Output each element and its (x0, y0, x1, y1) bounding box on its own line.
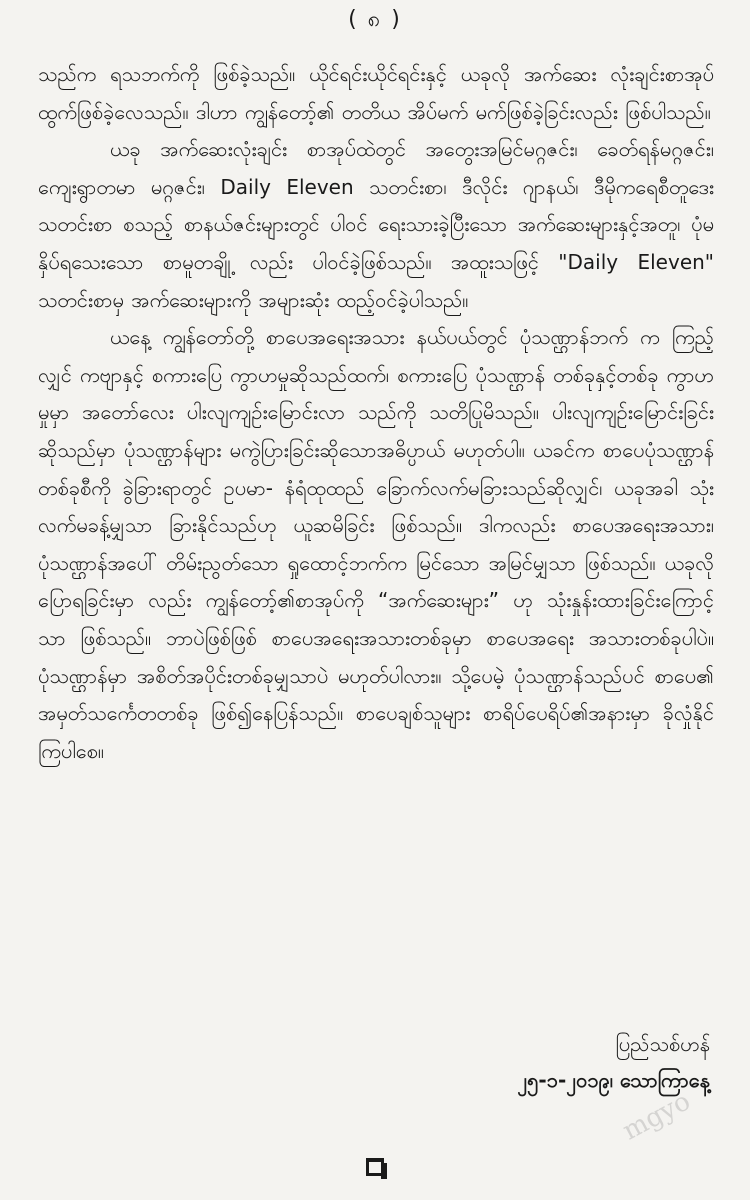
author-name: ပြည်သစ်ဟန် (615, 1032, 710, 1056)
paragraph-2: ယခု အက်ဆေးလုံးချင်း စာအုပ်ထဲတွင် အတွေးအမြင်မဂ္ဂဇင်း၊ ခေတ်ရန်မဂ္ဂဇင်း၊ ကျေးရွာတမာ မဂ္ဂဇင်း၊ Daily Eleven သတင်းစာ၊ ဒီလိုင်း ဂျာနယ်၊ ဒီမိုကရေစီတူဒေးသတင်းစာ စသည့် စာနယ်ဇင်းများတွင် ပါဝင် ရေးသားခဲ့ပြီးသော အက်ဆေးများနှင့်အတူ၊ ပုံမနှိပ်ရသေးသော စာမူတချို့ လည်း ပါဝင်ခဲ့ဖြစ်သည်။ အထူးသဖြင့် "Daily Eleven" သတင်းစာမှ အက်ဆေးများကို အများဆုံး ထည့်ဝင်ခဲ့ပါသည်။ (38, 137, 714, 312)
paragraph-1: သည်က ရသဘက်ကို ဖြစ်ခဲ့သည်။ ယိုင်ရင်းယိုင်ရင်းနှင့် ယခုလို အက်ဆေး လုံးချင်းစာအုပ် ထွက်ဖြစ်ခဲ့လေသည်။ ဒါဟာ ကျွန်တော့်၏ တတိယ အိပ်မက် မက်ဖြစ်ခဲ့ခြင်းလည်း ဖြစ်ပါသည်။ (38, 62, 714, 124)
page-number: ( ၈ ) (348, 7, 402, 32)
watermark: mgyo (618, 1086, 696, 1147)
end-mark-icon (366, 1158, 384, 1176)
paragraph-3: ယနေ့ ကျွန်တော်တို့ စာပေအရေးအသား နယ်ပယ်တွင် ပုံသဏ္ဌာန်ဘက် က ကြည့်လျှင် ကဗျာနှင့် စကားပြေ ကွာဟမှုဆိုသည်ထက်၊ စကားပြေ ပုံသဏ္ဌာန် တစ်ခုနှင့်တစ်ခု ကွာဟမှုမှာ အတော်လေး ပါးလျကျဉ်းမြောင်းလာ သည်ကို သတိပြုမိသည်။ ပါးလျကျဉ်းမြောင်းခြင်းဆိုသည်မှာ ပုံသဏ္ဌာန်များ မကွဲပြားခြင်းဆိုသောအဓိပ္ပာယ် မဟုတ်ပါ။ ယခင်က စာပေပုံသဏ္ဌာန် တစ်ခုစီကို ခွဲခြားရာတွင် ဥပမာ- နံရံထုထည် ခြောက်လက်မခြားသည်ဆိုလျှင်၊ ယခုအခါ သုံးလက်မခန့်မျှသာ ခြားနိုင်သည်ဟု ယူဆမိခြင်း ဖြစ်သည်။ ဒါကလည်း စာပေအရေးအသား၊ ပုံသဏ္ဌာန်အပေါ် တိမ်းညွတ်သော ရှုထောင့်ဘက်က မြင်သော အမြင်မျှသာ ဖြစ်သည်။ ယခုလို ပြောရခြင်းမှာ လည်း ကျွန်တော့်၏စာအုပ်ကို “အက်ဆေးများ” ဟု သုံးနှုန်းထားခြင်းကြောင့် သာ ဖြစ်သည်။ ဘာပဲဖြစ်ဖြစ် စာပေအရေးအသားတစ်ခုမှာ စာပေအရေး အသားတစ်ခုပါပဲ။ ပုံသဏ္ဌာန်မှာ အစိတ်အပိုင်းတစ်ခုမျှသာပဲ မဟုတ်ပါလား။ သို့ပေမဲ့ ပုံသဏ္ဌာန်သည်ပင် စာပေ၏ အမှတ်သင်္ကေတတစ်ခု ဖြစ်၍နေပြန်သည်။ စာပေချစ်သူများ စာရိပ်ပေရိပ်၏အနားမှာ ခိုလှုံနိုင်ကြပါစေ။ (38, 325, 714, 763)
signature-date: ၂၅-၁-၂၀၁၉၊ သောကြာနေ့ (517, 1068, 710, 1092)
body-text (38, 56, 714, 770)
